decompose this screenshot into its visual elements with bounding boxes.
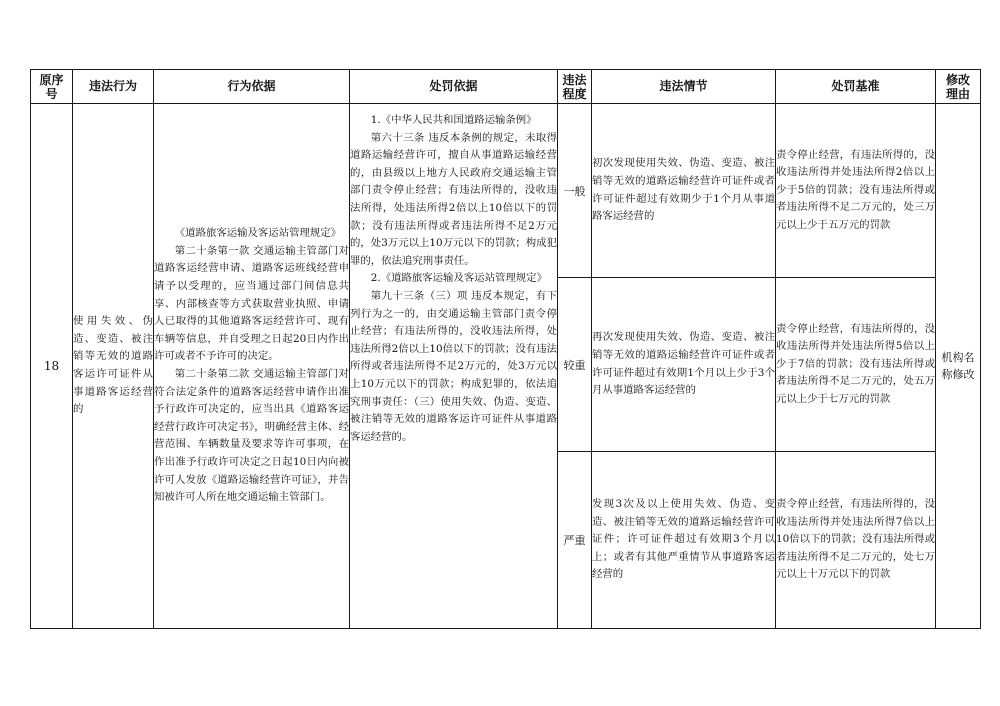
header-circumstance: 违法情节 xyxy=(592,70,776,104)
header-degree: 违法程度 xyxy=(558,70,592,104)
standard-general: 责令停止经营，有违法所得的，没收违法所得并处违法所得2倍以上少于5倍的罚款；没有违法所得或者违法所得不足二万元的，处三万元以上少于五万元的罚款 xyxy=(776,104,936,278)
standard-severe: 责令停止经营，有违法所得的，没收违法所得并处违法所得7倍以上10倍以下的罚款；没有违法所得或者违法所得不足二万元的，处七万元以上十万元以下的罚款 xyxy=(776,452,936,629)
header-reason: 修改理由 xyxy=(936,70,981,104)
reason-cell: 机构名称修改 xyxy=(936,104,981,629)
penalty-standard-table xyxy=(30,69,981,629)
basis-penalty-item1-body: 第六十三条 违反本条例的规定，未取得道路运输经营许可，擅自从事道路运输经营的，由县级以上地方人民政府交通运输主管部门责令停止经营；有违法所得的，没收违法所得，处违法所得2倍以上10倍以下的罚款；没有违法所得或者违法所得不足2万元的，处3万元以上10万元以下的罚款；构成犯罪的，依法追究刑事责任。 xyxy=(350,131,557,267)
basis-act-title: 《道路旅客运输及客运站管理规定》 xyxy=(174,227,342,240)
header-basis-act: 行为依据 xyxy=(154,70,350,104)
circumstance-severe: 发现3次及以上使用失效、伪造、变造、被注销等无效的道路运输经营许可证件；许可证件超过有效期3个月以上；或者有其他严重情节从事道路客运经营的 xyxy=(592,452,776,629)
circumstance-serious: 再次发现使用失效、伪造、变造、被注销等无效的道路运输经营许可证件或者许可证件超过有效期1个月以上少于3个月从事道路客运经营的 xyxy=(592,278,776,452)
degree-severe: 严重 xyxy=(558,452,592,629)
basis-penalty-item2-title: 2.《道路旅客运输及客运站管理规定》 xyxy=(370,272,547,285)
header-seq: 原序号 xyxy=(31,70,73,104)
header-standard: 处罚基准 xyxy=(776,70,936,104)
degree-general: 一般 xyxy=(558,104,592,278)
basis-penalty-item1-title: 1.《中华人民共和国道路运输条例》 xyxy=(370,114,537,126)
violation-cell: 使用失效、伪造、变造、被注销等无效的道路客运许可证件从事道路客运经营的 xyxy=(73,104,154,629)
basis-act-para2: 第二十条第二款 交通运输主管部门对符合法定条件的道路客运经营申请作出准予行政许可决定的，应当出具《道路客运经营行政许可决定书》，明确经营主体、经营范围、车辆数量及要求等许可事项，在作出准予行政许可决定之日起10日内向被许可人发放《道路运输经营许可证》，并告知被许可人所在地交通运输主管部门。 xyxy=(154,368,349,504)
header-row xyxy=(31,70,981,104)
header-basis-penalty: 处罚依据 xyxy=(350,70,558,104)
basis-act-cell xyxy=(154,104,350,629)
seq-cell: 18 xyxy=(31,104,73,629)
standard-serious: 责令停止经营，有违法所得的，没收违法所得并处违法所得5倍以上少于7倍的罚款；没有违法所得或者违法所得不足二万元的，处五万元以上少于七万元的罚款 xyxy=(776,278,936,452)
basis-act-para1: 第二十条第一款 交通运输主管部门对道路客运经营申请、道路客运班线经营申请予以受理的，应当通过部门间信息共享、内部核查等方式获取营业执照、申请人已取得的其他道路客运经营许可、现有车辆等信息，并自受理之日起20日内作出许可或者不予许可的决定。 xyxy=(154,244,349,363)
basis-penalty-item2-body: 第九十三条（三）项 违反本规定，有下列行为之一的，由交通运输主管部门责令停止经营；有违法所得的，没收违法所得，处违法所得2倍以上10倍以下的罚款；没有违法所得或者违法所得不足2万元的，处3万元以上10万元以下的罚款；构成犯罪的，依法追究刑事责任：（三）使用失效、伪造、变造、被注销等无效的道路客运许可证件从事道路客运经营的。 xyxy=(350,289,557,443)
circumstance-general: 初次发现使用失效、伪造、变造、被注销等无效的道路运输经营许可证件或者许可证件超过有效期少于1个月从事道路客运经营的 xyxy=(592,104,776,278)
basis-penalty-cell xyxy=(350,104,558,629)
header-violation: 违法行为 xyxy=(73,70,154,104)
table-row-level-general xyxy=(31,104,981,278)
degree-serious: 较重 xyxy=(558,278,592,452)
